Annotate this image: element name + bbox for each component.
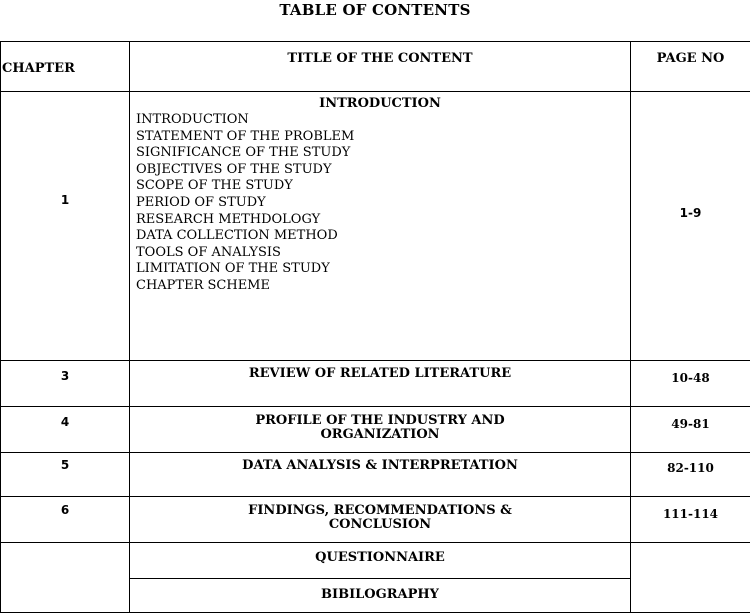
page-title: TABLE OF CONTENTS <box>0 1 750 19</box>
chapter-title-line: CONCLUSION <box>130 518 630 532</box>
page-range: 82-110 <box>631 453 750 497</box>
subsection-item: SCOPE OF THE STUDY <box>136 178 630 195</box>
subsection-item: INTRODUCTION <box>136 112 630 129</box>
appendix-title: BIBILOGRAPHY <box>130 579 631 613</box>
chapter-title-line: ORGANIZATION <box>130 428 630 442</box>
subsection-item: DATA COLLECTION METHOD <box>136 228 630 245</box>
chapter-title-line: FINDINGS, RECOMMENDATIONS & <box>130 504 630 518</box>
chapter-number: 5 <box>1 453 130 497</box>
column-header-chapter: CHAPTER <box>1 42 130 92</box>
empty-page-cell <box>631 543 750 613</box>
page-range: 1-9 <box>631 92 750 361</box>
chapter-title: INTRODUCTION <box>130 96 630 111</box>
page-range: 10-48 <box>631 361 750 407</box>
subsection-item: CHAPTER SCHEME <box>136 278 630 295</box>
chapter-title-cell <box>130 92 631 361</box>
column-header-title: TITLE OF THE CONTENT <box>130 42 631 92</box>
chapter-title-cell <box>130 497 631 543</box>
table-row <box>1 453 750 497</box>
subsection-item: STATEMENT OF THE PROBLEM <box>136 129 630 146</box>
chapter-title-cell <box>130 407 631 453</box>
chapter-number: 1 <box>1 92 130 361</box>
empty-chapter-cell <box>1 543 130 613</box>
table-row <box>1 407 750 453</box>
subsection-item: PERIOD OF STUDY <box>136 195 630 212</box>
subsection-item: TOOLS OF ANALYSIS <box>136 245 630 262</box>
chapter-title: DATA ANALYSIS & INTERPRETATION <box>130 453 631 497</box>
page-range: 111-114 <box>631 497 750 543</box>
chapter-title: REVIEW OF RELATED LITERATURE <box>130 361 631 407</box>
table-row <box>1 92 750 361</box>
chapter-number: 3 <box>1 361 130 407</box>
subsection-item: RESEARCH METHDOLOGY <box>136 212 630 229</box>
chapter-number: 4 <box>1 407 130 453</box>
table-row <box>1 497 750 543</box>
chapter-title-line: PROFILE OF THE INDUSTRY AND <box>130 414 630 428</box>
subsection-item: OBJECTIVES OF THE STUDY <box>136 162 630 179</box>
table-row <box>1 361 750 407</box>
column-header-page: PAGE NO <box>631 42 750 92</box>
page-range: 49-81 <box>631 407 750 453</box>
subsection-item: LIMITATION OF THE STUDY <box>136 261 630 278</box>
toc-table <box>0 41 750 613</box>
subsection-item: SIGNIFICANCE OF THE STUDY <box>136 145 630 162</box>
table-header-row <box>1 42 750 92</box>
subsection-list <box>136 112 630 295</box>
table-row <box>1 543 750 579</box>
appendix-title: QUESTIONNAIRE <box>130 543 631 579</box>
chapter-number: 6 <box>1 497 130 543</box>
